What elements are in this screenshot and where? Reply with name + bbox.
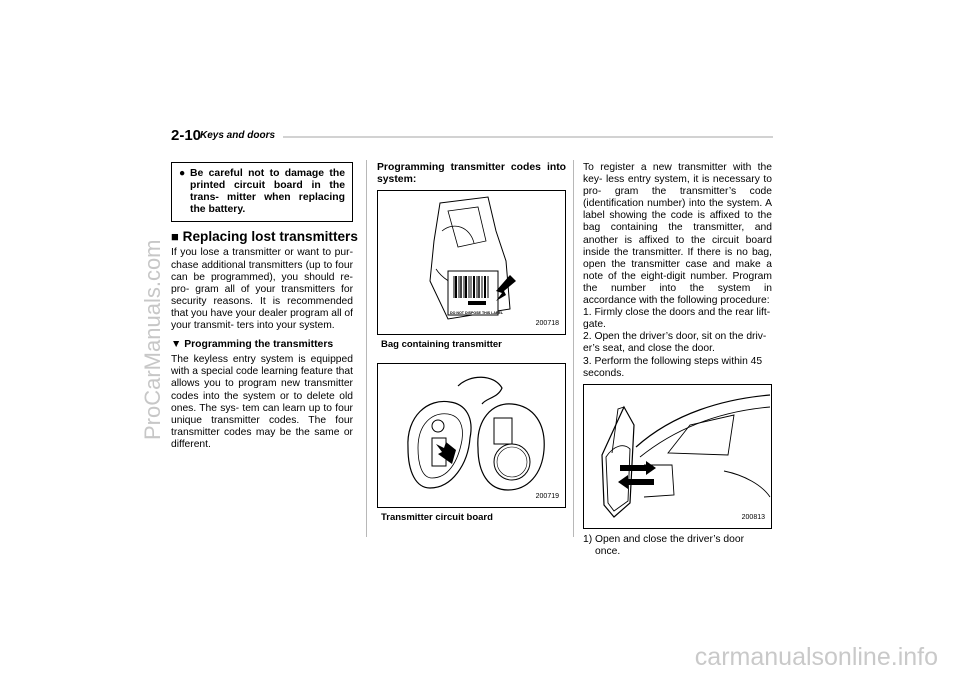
figure-caption: Bag containing transmitter xyxy=(381,339,502,351)
figure-circuit-board xyxy=(377,363,566,508)
column-2 xyxy=(377,162,566,524)
figure-number: 200813 xyxy=(741,513,765,521)
circuit-board-illustration xyxy=(378,364,567,507)
section-heading-text: Replacing lost transmitters xyxy=(182,229,358,245)
figure-number: 200719 xyxy=(535,493,559,501)
column-divider-1 xyxy=(366,160,367,537)
column-3 xyxy=(583,162,772,558)
figure-door xyxy=(583,384,772,529)
caution-note-text: Be careful not to damage the printed circuit board in the trans- mitter when replacing the battery. xyxy=(190,168,345,216)
section-title: Keys and doors xyxy=(200,130,276,141)
figure-bag xyxy=(377,190,566,335)
header-rule xyxy=(283,136,773,138)
bullet-icon: ● xyxy=(179,168,186,179)
subsection-heading xyxy=(171,339,353,351)
caution-note xyxy=(171,162,353,222)
page-header xyxy=(171,127,773,147)
section-heading xyxy=(171,229,358,245)
step-2: 2. Open the driver’s door, sit on the driv- er’s seat, and close the door. xyxy=(583,331,767,355)
step-1: 1. Firmly close the doors and the rear lift- gate. xyxy=(583,307,771,331)
bag-label-text: DO NOT DISPOSE THIS LABEL xyxy=(450,311,504,316)
column-divider-2 xyxy=(573,160,574,537)
figure-number: 200718 xyxy=(535,320,559,328)
page-number: 2-10 xyxy=(171,127,202,144)
triangle-bullet-icon: ▼ xyxy=(171,339,182,351)
square-bullet-icon: ■ xyxy=(171,229,179,245)
subsection-heading-text: Programming the transmitters xyxy=(184,339,334,351)
figure-caption: Transmitter circuit board xyxy=(381,512,493,524)
sub-step-1: 1) Open and close the driver’s door once. xyxy=(583,533,745,557)
step-3: 3. Perform the following steps within 45 seconds. xyxy=(583,355,763,379)
bottom-watermark: carmanualsonline.info xyxy=(694,643,938,671)
procedure-heading: Programming transmitter codes into system: xyxy=(377,162,566,186)
side-watermark: ProCarManuals.com xyxy=(140,239,165,440)
paragraph-lost-transmitters: If you lose a transmitter or want to pur- chase additional transmitters (up to four can be programmed), you should re-pro- gram all of your transmitters for security reasons. It is recommended that you have your dealer program all of your transmit- ters into your system. xyxy=(171,247,354,332)
door-illustration xyxy=(584,385,773,528)
paragraph-code-learning: The keyless entry system is equipped with a special code learning feature that allows you to program new transmitter codes into the system or to delete old ones. The sys- tem can learn up to four unique transmitter codes. The four transmitter codes may be the same or different. xyxy=(171,354,353,450)
paragraph-registration: To register a new transmitter with the key- less entry system, it is necessary to pro- gram the transmitter’s code (identification number) into the system. A label showing the code is affixed to the bag containing the transmitter, and another is affixed to the circuit board inside the transmitter. If there is no bag, open the transmitter case and make a note of the eight-digit number. Program the number into the system in accordance with the following procedure: xyxy=(583,162,772,307)
column-1 xyxy=(171,162,358,451)
